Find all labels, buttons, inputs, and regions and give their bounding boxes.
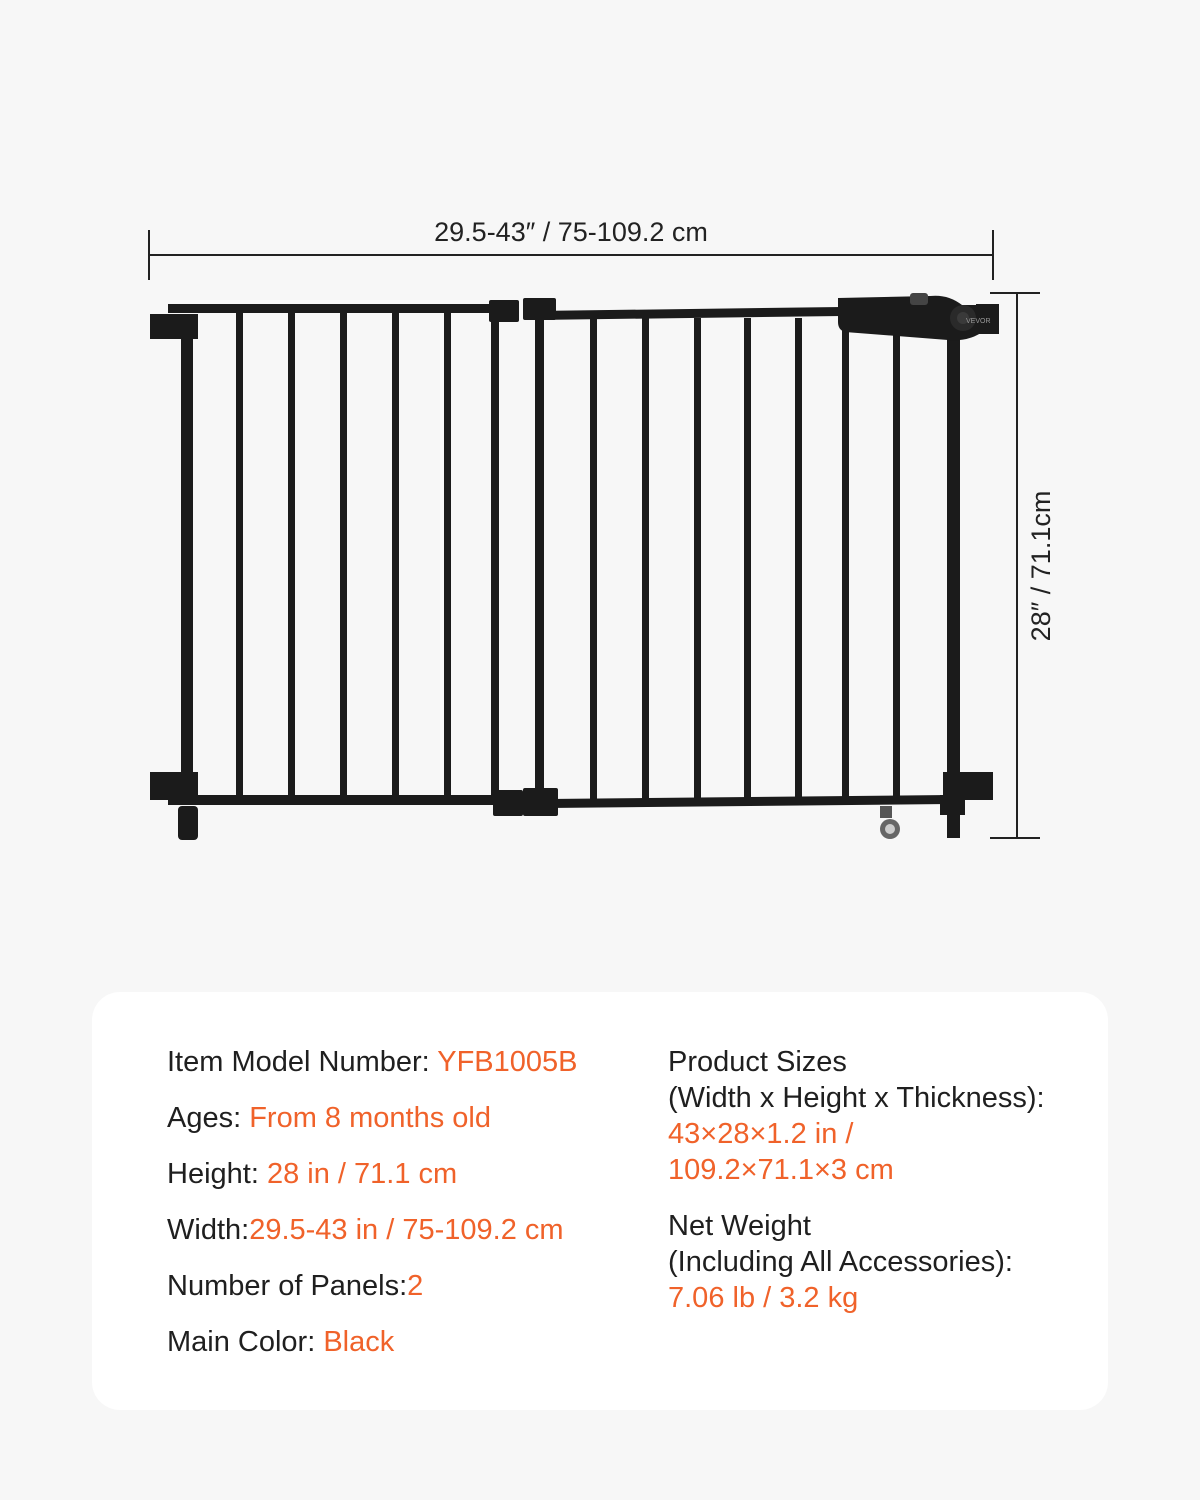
- spec-value: 28 in / 71.1 cm: [266, 1158, 458, 1190]
- product-sizes-value-line1: 43×28×1.2 in /: [668, 1118, 854, 1150]
- width-dimension-label: 29.5-43″ / 75-109.2 cm: [434, 217, 708, 247]
- spec-label: Width:: [167, 1214, 250, 1246]
- brand-mark: VEVOR: [966, 318, 991, 325]
- spec-row: [167, 1100, 491, 1136]
- spec-row: [167, 1044, 578, 1080]
- spec-value: 2: [407, 1270, 424, 1302]
- spec-row: [167, 1156, 457, 1192]
- spec-value: From 8 months old: [249, 1102, 491, 1134]
- gate-bar: [893, 318, 900, 800]
- gate-bar: [288, 313, 295, 797]
- height-dimension-label: 28″ / 71.1cm: [1026, 490, 1056, 642]
- spec-value: YFB1005B: [437, 1046, 578, 1078]
- gate-bar: [392, 313, 399, 797]
- net-weight-block: [668, 1208, 1013, 1316]
- spec-label: Ages:: [167, 1102, 250, 1134]
- spec-label: Item Model Number:: [167, 1046, 438, 1078]
- gate-bar: [236, 313, 243, 797]
- gate-bar: [642, 318, 649, 800]
- product-sizes-block: [668, 1044, 1045, 1188]
- product-sizes-value-line2: 109.2×71.1×3 cm: [668, 1154, 894, 1186]
- spec-row: [167, 1324, 394, 1360]
- spec-label: Height:: [167, 1158, 267, 1190]
- spec-label: Number of Panels:: [167, 1270, 408, 1302]
- gate-bar: [444, 313, 451, 797]
- spec-value: Black: [323, 1326, 395, 1358]
- spec-row: [167, 1212, 564, 1248]
- gate-bar: [694, 318, 701, 800]
- gate-bar: [340, 313, 347, 797]
- spec-row: [167, 1268, 423, 1304]
- caster-wheel: [880, 806, 900, 839]
- gate-bar: [590, 318, 597, 800]
- height-dimension: [990, 293, 1056, 838]
- spec-value: 29.5-43 in / 75-109.2 cm: [249, 1214, 564, 1246]
- gate-bar: [795, 318, 802, 800]
- net-weight-title: Net Weight: [668, 1210, 811, 1242]
- gate-bar: [842, 318, 849, 800]
- net-weight-subtitle: (Including All Accessories):: [668, 1246, 1013, 1278]
- baby-gate: [150, 293, 999, 840]
- product-sizes-subtitle: (Width x Height x Thickness):: [668, 1082, 1045, 1114]
- product-sizes-title: Product Sizes: [668, 1046, 847, 1078]
- net-weight-value: 7.06 lb / 3.2 kg: [668, 1282, 859, 1314]
- gate-bar: [744, 318, 751, 800]
- width-dimension: [149, 217, 993, 280]
- spec-label: Main Color:: [167, 1326, 324, 1358]
